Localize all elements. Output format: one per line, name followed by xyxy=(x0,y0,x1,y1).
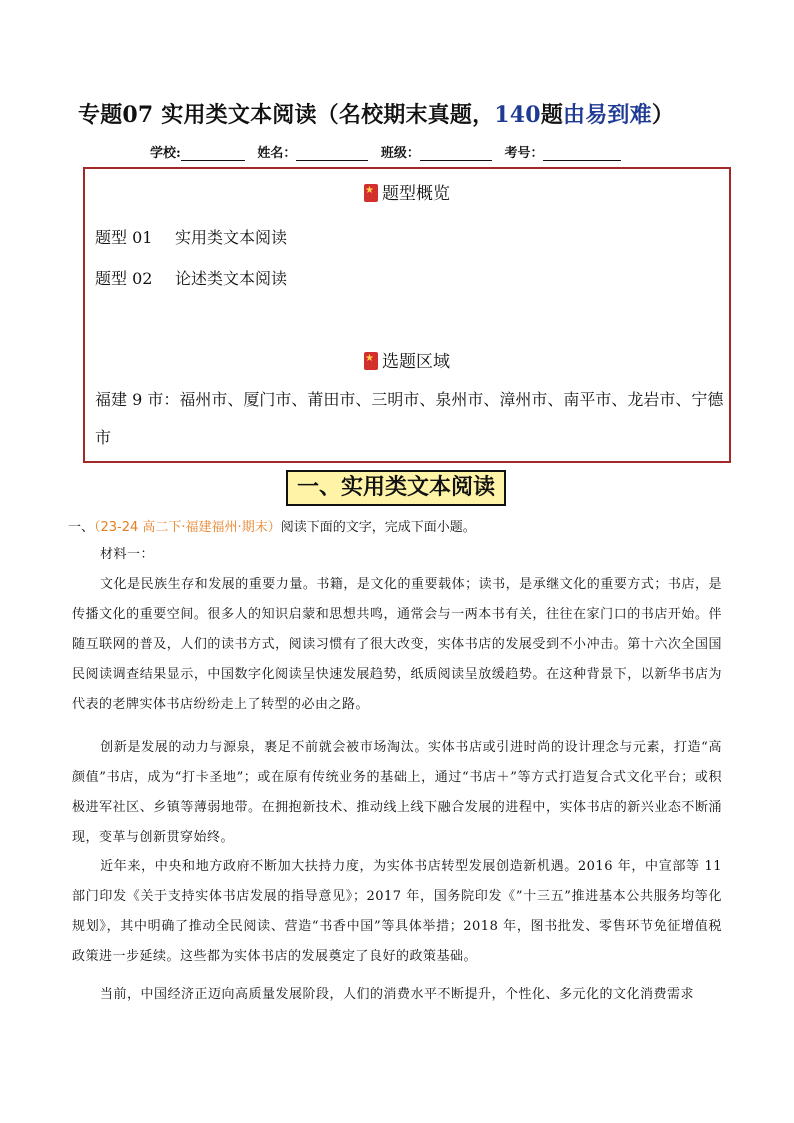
exam-number-label: 考号： xyxy=(504,146,544,161)
class-label: 班级： xyxy=(380,146,420,161)
question-source: （23-24 高二下·福建福州·期末） xyxy=(94,520,281,535)
school-blank[interactable] xyxy=(181,146,245,161)
paragraph-2: 创新是发展的动力与源泉，裹足不前就会被市场淘汰。实体书店或引进时尚的设计理念与元素，打造“高颜值”书店，成为“打卡圣地”；或在原有传统业务的基础上，通过“书店＋”等方式打造复合式文化平台；或积极进军社区、乡镇等薄弱地带。在拥抱新技术、推动线上线下融合发展的进程中，实体书店的新兴业态不断涌现，变革与创新贯穿始终。 xyxy=(72,740,722,845)
name-label: 姓名： xyxy=(257,146,297,161)
question-instruction: 阅读下面的文字，完成下面小题。 xyxy=(280,520,476,535)
title-main: 专题07 实用类文本阅读（名校期末真题， xyxy=(78,102,495,128)
student-info-row xyxy=(150,142,629,162)
name-blank[interactable] xyxy=(296,146,368,161)
exam-number-blank[interactable] xyxy=(543,146,621,161)
question-header xyxy=(68,516,476,535)
type-item-1 xyxy=(95,225,287,248)
paragraph-1: 文化是民族生存和发展的重要力量。书籍，是文化的重要载体；读书，是承继文化的重要方式；书店，是传播文化的重要空间。很多人的知识启蒙和思想共鸣，通常会与一两本书有关，往往在家门口的书店开始。伴随互联网的普及，人们的读书方式，阅读习惯有了很大改变，实体书店的发展受到不小冲击。第十六次全国国民阅读调查结果显示，中国数字化阅读呈快速发展趋势，纸质阅读呈放缓趋势。在这种背景下，以新华书店为代表的老牌实体书店纷纷走上了转型的必由之路。 xyxy=(72,577,722,712)
type-number: 题型 02 xyxy=(95,269,153,288)
class-blank[interactable] xyxy=(420,146,492,161)
school-label: 学校: xyxy=(150,146,181,161)
overview-heading: ★题型概览 xyxy=(85,179,729,204)
type-label: 论述类文本阅读 xyxy=(175,269,288,288)
type-label: 实用类文本阅读 xyxy=(175,228,288,247)
paragraph-4: 当前，中国经济正迈向高质量发展阶段，人们的消费水平不断提升，个性化、多元化的文化消费需求 xyxy=(100,987,695,1002)
red-book-icon xyxy=(364,184,378,202)
title-count: 140 xyxy=(494,102,541,128)
type-item-2 xyxy=(95,266,287,289)
region-text: 福建 9 市：福州市、厦门市、莆田市、三明市、泉州市、漳州市、南平市、龙岩市、宁德市 xyxy=(95,390,724,447)
page-title xyxy=(78,98,738,132)
red-book-icon xyxy=(364,352,378,370)
question-number: 一、 xyxy=(68,520,95,535)
overview-box xyxy=(83,167,731,463)
section-banner: 一、实用类文本阅读 xyxy=(286,470,506,506)
material-label: 材料一： xyxy=(100,547,155,562)
title-unit: 题 xyxy=(540,102,564,128)
type-number: 题型 01 xyxy=(95,228,153,247)
region-heading: ★选题区域 xyxy=(85,347,729,372)
title-difficulty: 由易到难 xyxy=(563,102,652,128)
paragraph-3: 近年来，中央和地方政府不断加大扶持力度，为实体书店转型发展创造新机遇。2016 年，中宣部等 11 部门印发《关于支持实体书店发展的指导意见》；2017 年，国务院印发《”十三五”推进基本公共服务均等化规划》，其中明确了推动全民阅读、营造“书香中国”等具体举措；2018 年，图书批发、零售环节免征增值税政策进一步延续。这些都为实体书店的发展奠定了良好的政策基础。 xyxy=(72,859,722,964)
title-close: ） xyxy=(651,102,675,128)
